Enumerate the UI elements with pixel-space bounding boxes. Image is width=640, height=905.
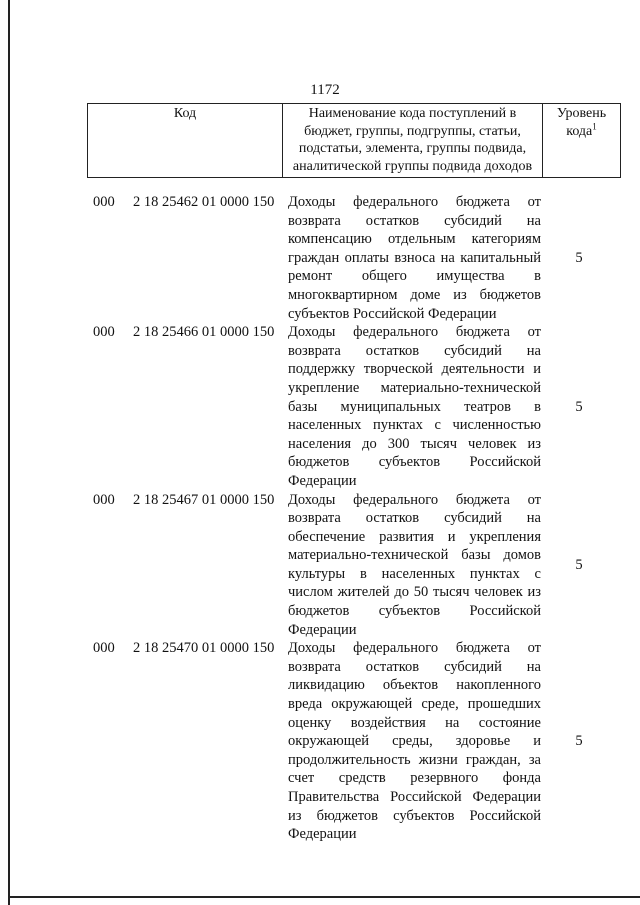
income-code-row xyxy=(88,639,608,844)
row-name: Доходы федерального бюджета от возврата остатков субсидий на поддержку творческой деятельности и укрепление материально-технической базы муниципальных театров в населенных пунктах с численностью населения до 300 тысяч человек из бюджетов субъектов Российской Федерации xyxy=(288,324,541,489)
header-name-cell xyxy=(283,104,543,178)
row-kbk-code: 2 18 25470 01 0000 150 xyxy=(133,640,275,657)
income-codes-list xyxy=(88,193,608,844)
header-name-label: Наименование кода поступлений в бюджет, группы, подгруппы, статьи, подстатьи, элемента, группы подвида, аналитической группы подвида доходов xyxy=(292,106,533,174)
row-name: Доходы федерального бюджета от возврата остатков субсидий на компенсацию отдельным категориям граждан оплаты взноса на капитальный ремонт общего имущества в многоквартирном доме из бюджетов субъектов Российской Федерации xyxy=(288,194,541,322)
row-level: 5 xyxy=(575,249,583,266)
row-kbk-code: 2 18 25462 01 0000 150 xyxy=(133,194,275,210)
row-kbk-code: 2 18 25467 01 0000 150 xyxy=(133,491,275,508)
row-prefix: 000 xyxy=(93,194,115,210)
row-level: 5 xyxy=(575,733,583,750)
column-header-table xyxy=(87,103,621,178)
row-prefix: 000 xyxy=(93,491,115,508)
header-level-footnote: 1 xyxy=(592,120,597,131)
column-header-row xyxy=(88,104,621,178)
page-number: 1172 xyxy=(310,82,340,98)
header-code-cell xyxy=(88,104,283,178)
row-name: Доходы федерального бюджета от возврата остатков субсидий на обеспечение развития и укрепления материально-технической базы домов культуры в населенных пунктах с числом жителей до 50 тысяч человек из бюджетов субъектов Российской Федерации xyxy=(288,491,541,638)
row-prefix: 000 xyxy=(93,324,115,341)
page-border-bottom xyxy=(8,896,640,898)
page-border-left xyxy=(8,0,10,905)
income-code-row xyxy=(88,193,608,323)
row-prefix: 000 xyxy=(93,640,115,657)
income-code-row xyxy=(88,491,608,640)
row-level: 5 xyxy=(575,398,583,415)
header-level-label: Уровень кода xyxy=(556,106,607,139)
header-code-label: Код xyxy=(173,106,197,121)
income-code-row xyxy=(88,323,608,490)
row-kbk-code: 2 18 25466 01 0000 150 xyxy=(133,324,275,341)
row-name: Доходы федерального бюджета от возврата остатков субсидий на ликвидацию объектов накопленного вреда окружающей среде, прошедших оценку воздействия на состояние окружающей среды, здоровье и продолжительность жизни граждан, за счет средств резервного фонда Правительства Российской Федерации из бюджетов субъектов Российской Федерации xyxy=(288,640,541,843)
header-level-cell xyxy=(543,104,621,178)
row-level: 5 xyxy=(575,556,583,573)
